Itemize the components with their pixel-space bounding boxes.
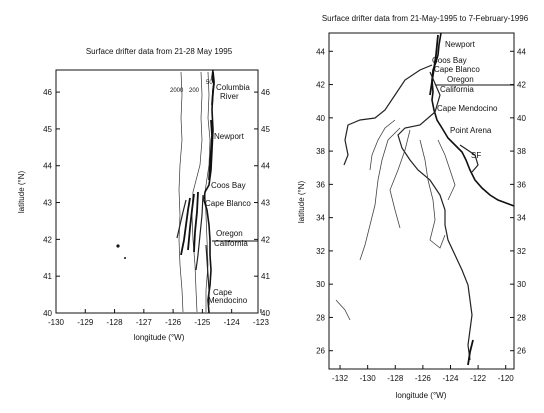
- label-columbia: Columbia: [216, 83, 250, 92]
- left-x-tick-label: -124: [223, 318, 240, 327]
- left-y-tick-label-right: 42: [261, 235, 270, 245]
- right-map-panel: [297, 14, 529, 400]
- label-sf: SF: [471, 151, 482, 160]
- right-drifter-track: [344, 65, 432, 165]
- left-map-title: Surface drifter data from 21-28 May 1995: [85, 47, 233, 56]
- right-y-tick-label: 32: [316, 246, 325, 256]
- right-x-tick-label: -124: [442, 374, 459, 383]
- left-coastline: [204, 70, 214, 313]
- right-x-axis-title: longitude (°W): [395, 391, 447, 400]
- left-y-tick-label: 44: [43, 161, 52, 171]
- right-x-tick-label: -122: [470, 374, 487, 383]
- left-isobath-200: [192, 72, 202, 312]
- left-y-tick-label: 41: [43, 272, 52, 282]
- right-x-tick-label: -120: [497, 374, 514, 383]
- left-y-tick-label: 40: [43, 309, 52, 318]
- right-x-axis: [332, 365, 514, 383]
- right-x-tick-label: -130: [359, 374, 376, 383]
- label-cape-blanco-r: Cape Blanco: [434, 65, 480, 74]
- right-y-tick-label: 40: [316, 113, 325, 123]
- left-y-tick-label-right: 45: [261, 124, 270, 134]
- left-x-tick-label: -128: [106, 318, 123, 327]
- left-isobath-2000: [179, 72, 183, 312]
- label-coos-bay: Coos Bay: [211, 181, 246, 190]
- label-coos-bay-r: Coos Bay: [432, 56, 467, 65]
- right-y-tick-label-right: 28: [517, 313, 526, 323]
- right-y-tick-label: 38: [316, 147, 325, 157]
- left-map-panel: [17, 47, 270, 342]
- left-x-axis-title: longitude (°W): [133, 333, 185, 342]
- right-x-tick-label: -128: [387, 374, 404, 383]
- right-y-tick-label-right: 30: [517, 280, 526, 290]
- right-y-tick-label: 28: [316, 313, 325, 323]
- label-cape: Cape: [213, 288, 233, 297]
- label-oregon: Oregon: [216, 229, 243, 238]
- right-drifter-track: [438, 140, 455, 200]
- label-cape-blanco: Cape Blanco: [205, 199, 251, 208]
- right-map-title: Surface drifter data from 21-May-1995 to 7-February-1996: [321, 14, 529, 23]
- right-y-tick-label-right: 32: [517, 246, 526, 256]
- label-river: River: [220, 92, 239, 101]
- right-x-tick-label: -132: [332, 374, 349, 383]
- left-drifter-point: [124, 257, 126, 259]
- right-y-tick-label: 34: [316, 213, 325, 223]
- left-y-tick-label: 43: [43, 198, 52, 208]
- label-newport-r: Newport: [445, 40, 475, 49]
- right-y-tick-label: 30: [316, 280, 325, 290]
- right-y-tick-label: 42: [316, 80, 325, 90]
- left-x-tick-label: -127: [135, 318, 152, 327]
- right-y-axis-title: latitude (°N): [297, 180, 306, 224]
- left-y-tick-label-right: 46: [261, 88, 270, 98]
- label-mendocino: Mendocino: [208, 296, 248, 305]
- left-x-tick-label: -123: [252, 318, 269, 327]
- right-drifter-track: [336, 300, 350, 320]
- right-y-tick-label-right: 44: [517, 47, 526, 57]
- right-y-tick-label: 36: [316, 180, 325, 190]
- left-x-axis: [48, 309, 269, 327]
- right-y-tick-label-right: 42: [517, 80, 526, 90]
- left-y-axis-title: latitude (°N): [17, 170, 26, 214]
- right-y-tick-label-right: 40: [517, 113, 526, 123]
- right-drifter-track: [420, 140, 445, 248]
- right-y-tick-label-right: 26: [517, 346, 526, 356]
- left-y-tick-label-right: 43: [261, 198, 270, 208]
- label-california: California: [214, 239, 248, 248]
- left-x-tick-label: -126: [165, 318, 182, 327]
- right-drifter-track: [360, 128, 400, 260]
- right-drifter-track: [370, 120, 395, 170]
- left-y-tick-label-right: 41: [261, 272, 270, 282]
- right-y-tick-label-right: 34: [517, 213, 526, 223]
- left-y-tick-label: 45: [43, 124, 52, 134]
- label-oregon-r: Oregon: [447, 75, 474, 84]
- left-x-tick-label: -130: [47, 318, 65, 327]
- left-y-tick-label: 46: [43, 88, 52, 98]
- label-california-r: California: [440, 85, 474, 94]
- left-y-tick-label-right: 44: [261, 161, 270, 171]
- left-x-tick-label: -125: [194, 318, 211, 327]
- left-contour-label-2000: 2000: [170, 88, 184, 94]
- left-x-tick-label: -129: [77, 318, 94, 327]
- left-y-tick-label-right: 40: [261, 309, 270, 318]
- left-contour-label-50: 50: [206, 80, 213, 86]
- right-y-tick-label: 44: [316, 47, 325, 57]
- right-y-tick-label-right: 36: [517, 180, 526, 190]
- left-y-tick-label: 42: [43, 235, 52, 245]
- label-cape-mendocino-r: Cape Mendocino: [437, 104, 498, 113]
- right-y-axis: [316, 47, 526, 355]
- right-x-tick-label: -126: [414, 374, 431, 383]
- right-y-tick-label-right: 38: [517, 147, 526, 157]
- label-newport: Newport: [214, 132, 244, 141]
- left-contour-label-200: 200: [189, 88, 200, 94]
- left-drifter-tracks: [116, 72, 214, 305]
- left-drifter-point: [116, 244, 119, 247]
- right-y-tick-label: 26: [316, 346, 325, 356]
- label-point-arena: Point Arena: [450, 126, 492, 135]
- left-map-frame: [56, 70, 258, 313]
- right-drifter-track: [390, 130, 410, 228]
- right-map-frame: [329, 33, 514, 369]
- left-drifter-track: [194, 192, 198, 252]
